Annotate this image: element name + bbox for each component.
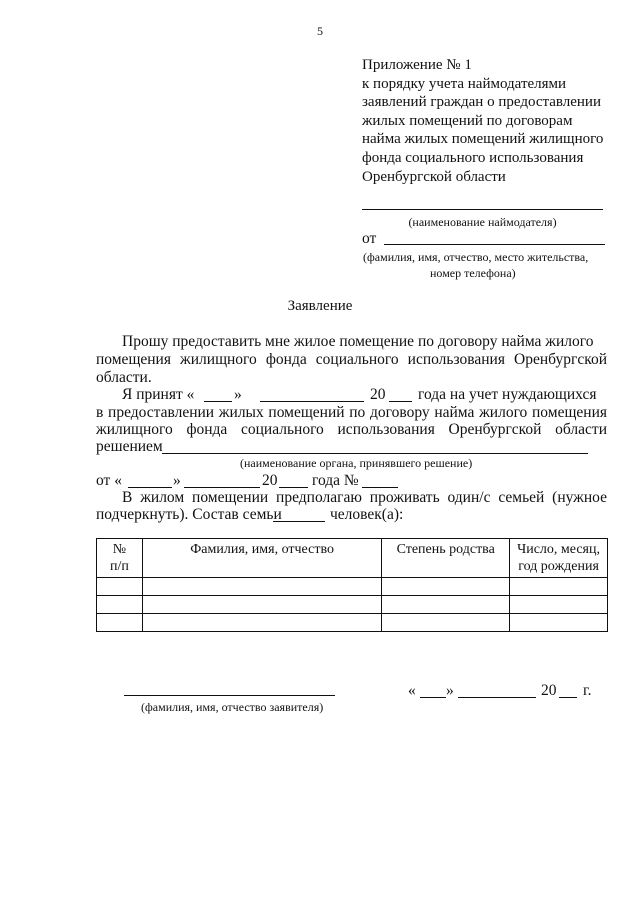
table-header-row bbox=[97, 539, 608, 578]
annex-line: найма жилых помещений жилищного bbox=[362, 131, 604, 148]
table-cell[interactable] bbox=[382, 578, 510, 596]
header-number-line-1: № bbox=[112, 542, 127, 557]
table-row bbox=[97, 578, 608, 596]
annex-line: заявлений граждан о предоставлении bbox=[362, 94, 601, 111]
table-cell[interactable] bbox=[510, 596, 608, 614]
applicant-details-line[interactable] bbox=[384, 244, 605, 245]
accepted-day-field[interactable] bbox=[204, 401, 232, 402]
header-number-line-2: п/п bbox=[110, 559, 129, 574]
request-line-1: Прошу предоставить мне жилое помещение по договору найма жилого bbox=[122, 333, 594, 350]
table-cell[interactable] bbox=[382, 614, 510, 632]
decision-caption: (наименование органа, принявшего решение) bbox=[240, 456, 473, 470]
sign-date-year: 20 bbox=[541, 682, 557, 699]
page-number: 5 bbox=[317, 24, 323, 38]
accepted-year: 20 bbox=[370, 386, 386, 403]
from-quote-close: » bbox=[173, 472, 181, 489]
table-row bbox=[97, 614, 608, 632]
annex-line: к порядку учета наймодателями bbox=[362, 75, 567, 92]
accepted-suffix: года на учет нуждающихся bbox=[418, 386, 597, 403]
table-cell[interactable] bbox=[97, 578, 143, 596]
from-year-field[interactable] bbox=[279, 487, 308, 488]
family-members-table bbox=[96, 538, 608, 632]
table-cell[interactable] bbox=[510, 578, 608, 596]
annex-line: Приложение № 1 bbox=[362, 57, 472, 73]
annex-line: жилых помещений по договорам bbox=[362, 112, 573, 129]
sign-date-open: « bbox=[408, 682, 416, 699]
annex-line: Оренбургской области bbox=[362, 168, 506, 185]
request-line-2: помещения жилищного фонда социального использования Оренбургской bbox=[96, 351, 607, 368]
accepted-quote-close: » bbox=[234, 386, 242, 403]
table-row bbox=[97, 596, 608, 614]
sign-date-close: » bbox=[446, 682, 454, 699]
from-year: 20 bbox=[262, 472, 278, 489]
sign-month-field[interactable] bbox=[458, 697, 536, 698]
table-cell[interactable] bbox=[142, 596, 381, 614]
sign-date-suffix: г. bbox=[583, 682, 592, 699]
applicant-caption-1: (фамилия, имя, отчество, место жительства, bbox=[363, 250, 589, 264]
header-birth-date-line-1: Число, месяц, bbox=[517, 542, 600, 557]
decision-label: решением bbox=[96, 438, 163, 455]
from-number-field[interactable] bbox=[362, 487, 398, 488]
annex-block bbox=[362, 56, 603, 186]
family-line-2-suffix: человек(а): bbox=[330, 506, 404, 523]
table-cell[interactable] bbox=[142, 578, 381, 596]
request-line-3: области. bbox=[96, 369, 152, 386]
header-number bbox=[97, 539, 143, 578]
sign-year-field[interactable] bbox=[559, 697, 577, 698]
accepted-line-3: жилищного фонда социального использования Оренбургской области bbox=[96, 421, 607, 438]
family-line-2-prefix: подчеркнуть). Состав семьи bbox=[96, 506, 282, 523]
from-label: от bbox=[362, 230, 377, 247]
landlord-name-line[interactable] bbox=[362, 209, 603, 210]
accepted-year-field[interactable] bbox=[389, 401, 412, 402]
header-birth-date bbox=[510, 539, 608, 578]
header-full-name-text: Фамилия, имя, отчество bbox=[190, 542, 334, 557]
landlord-caption: (наименование наймодателя) bbox=[408, 215, 557, 229]
from-day-field[interactable] bbox=[128, 487, 172, 488]
table-cell[interactable] bbox=[510, 614, 608, 632]
from-number-label: года № bbox=[312, 472, 359, 489]
accepted-line-2: в предоставлении жилых помещений по договору найма жилого помещения bbox=[96, 404, 607, 421]
accepted-prefix: Я принят « bbox=[122, 386, 195, 403]
sign-day-field[interactable] bbox=[420, 697, 446, 698]
family-line-1: В жилом помещении предполагаю проживать один/с семьей (нужное bbox=[122, 489, 607, 506]
applicant-caption-2: номер телефона) bbox=[430, 266, 516, 280]
from-month-field[interactable] bbox=[184, 487, 260, 488]
applicant-signature-line[interactable] bbox=[124, 695, 335, 696]
header-relationship bbox=[382, 539, 510, 578]
from-date-prefix: от « bbox=[96, 472, 122, 489]
document-title: Заявление bbox=[287, 298, 353, 314]
header-full-name bbox=[142, 539, 381, 578]
applicant-signature-caption: (фамилия, имя, отчество заявителя) bbox=[141, 700, 324, 714]
decision-authority-line[interactable] bbox=[162, 453, 588, 454]
table-cell[interactable] bbox=[382, 596, 510, 614]
table-cell[interactable] bbox=[142, 614, 381, 632]
accepted-month-field[interactable] bbox=[260, 401, 364, 402]
table-cell[interactable] bbox=[97, 614, 143, 632]
family-size-field[interactable] bbox=[273, 521, 325, 522]
header-birth-date-line-2: год рождения bbox=[518, 559, 599, 574]
table-cell[interactable] bbox=[97, 596, 143, 614]
annex-line: фонда социального использования bbox=[362, 149, 584, 166]
header-relationship-text: Степень родства bbox=[396, 542, 495, 557]
